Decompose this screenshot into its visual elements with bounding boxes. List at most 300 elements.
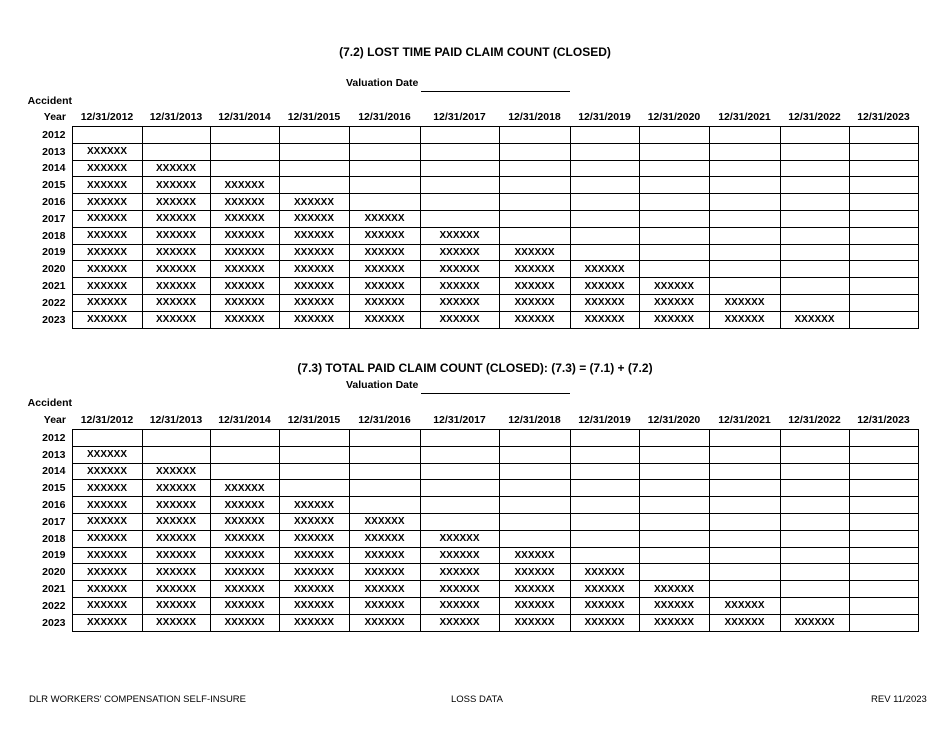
empty-cell[interactable] xyxy=(709,513,780,530)
empty-cell[interactable] xyxy=(849,597,918,614)
empty-cell[interactable] xyxy=(780,430,849,447)
data-cell[interactable]: XXXXXX xyxy=(72,614,142,631)
empty-cell[interactable] xyxy=(420,194,499,211)
valuation-date-field[interactable] xyxy=(421,91,570,92)
data-cell[interactable]: XXXXXX xyxy=(499,547,570,564)
empty-cell[interactable] xyxy=(570,244,639,261)
data-cell[interactable]: XXXXXX xyxy=(72,463,142,480)
data-cell[interactable]: XXXXXX xyxy=(349,227,420,244)
empty-cell[interactable] xyxy=(499,480,570,497)
empty-cell[interactable] xyxy=(639,564,709,581)
empty-cell[interactable] xyxy=(420,480,499,497)
data-cell[interactable]: XXXXXX xyxy=(210,530,279,547)
data-cell[interactable]: XXXXXX xyxy=(210,547,279,564)
empty-cell[interactable] xyxy=(709,547,780,564)
data-cell[interactable]: XXXXXX xyxy=(780,614,849,631)
empty-cell[interactable] xyxy=(709,227,780,244)
empty-cell[interactable] xyxy=(349,446,420,463)
empty-cell[interactable] xyxy=(349,497,420,514)
empty-cell[interactable] xyxy=(849,294,918,311)
empty-cell[interactable] xyxy=(780,463,849,480)
empty-cell[interactable] xyxy=(780,446,849,463)
data-cell[interactable]: XXXXXX xyxy=(210,278,279,295)
empty-cell[interactable] xyxy=(709,530,780,547)
data-cell[interactable]: XXXXXX xyxy=(279,513,349,530)
data-cell[interactable]: XXXXXX xyxy=(420,614,499,631)
data-cell[interactable]: XXXXXX xyxy=(279,210,349,227)
data-cell[interactable]: XXXXXX xyxy=(499,261,570,278)
empty-cell[interactable] xyxy=(849,497,918,514)
data-cell[interactable]: XXXXXX xyxy=(570,564,639,581)
data-cell[interactable]: XXXXXX xyxy=(279,194,349,211)
data-cell[interactable]: XXXXXX xyxy=(349,278,420,295)
data-cell[interactable]: XXXXXX xyxy=(210,581,279,598)
empty-cell[interactable] xyxy=(849,564,918,581)
data-cell[interactable]: XXXXXX xyxy=(499,581,570,598)
empty-cell[interactable] xyxy=(709,177,780,194)
data-cell[interactable]: XXXXXX xyxy=(279,311,349,328)
empty-cell[interactable] xyxy=(210,446,279,463)
empty-cell[interactable] xyxy=(639,127,709,144)
data-cell[interactable]: XXXXXX xyxy=(349,244,420,261)
empty-cell[interactable] xyxy=(639,227,709,244)
data-cell[interactable]: XXXXXX xyxy=(72,446,142,463)
empty-cell[interactable] xyxy=(499,177,570,194)
data-cell[interactable]: XXXXXX xyxy=(709,614,780,631)
data-cell[interactable]: XXXXXX xyxy=(142,294,210,311)
empty-cell[interactable] xyxy=(499,446,570,463)
data-cell[interactable]: XXXXXX xyxy=(210,194,279,211)
empty-cell[interactable] xyxy=(570,463,639,480)
empty-cell[interactable] xyxy=(279,430,349,447)
empty-cell[interactable] xyxy=(780,564,849,581)
data-cell[interactable]: XXXXXX xyxy=(570,581,639,598)
empty-cell[interactable] xyxy=(210,127,279,144)
empty-cell[interactable] xyxy=(499,194,570,211)
data-cell[interactable]: XXXXXX xyxy=(72,143,142,160)
empty-cell[interactable] xyxy=(420,463,499,480)
empty-cell[interactable] xyxy=(499,143,570,160)
data-cell[interactable]: XXXXXX xyxy=(142,597,210,614)
empty-cell[interactable] xyxy=(279,143,349,160)
empty-cell[interactable] xyxy=(639,446,709,463)
data-cell[interactable]: XXXXXX xyxy=(279,244,349,261)
data-cell[interactable]: XXXXXX xyxy=(142,278,210,295)
data-cell[interactable]: XXXXXX xyxy=(142,311,210,328)
data-cell[interactable]: XXXXXX xyxy=(349,581,420,598)
empty-cell[interactable] xyxy=(499,430,570,447)
data-cell[interactable]: XXXXXX xyxy=(279,227,349,244)
data-cell[interactable]: XXXXXX xyxy=(570,614,639,631)
empty-cell[interactable] xyxy=(210,143,279,160)
data-cell[interactable]: XXXXXX xyxy=(420,547,499,564)
empty-cell[interactable] xyxy=(639,261,709,278)
empty-cell[interactable] xyxy=(499,530,570,547)
data-cell[interactable]: XXXXXX xyxy=(499,614,570,631)
empty-cell[interactable] xyxy=(780,261,849,278)
empty-cell[interactable] xyxy=(349,463,420,480)
data-cell[interactable]: XXXXXX xyxy=(142,513,210,530)
empty-cell[interactable] xyxy=(849,127,918,144)
empty-cell[interactable] xyxy=(780,530,849,547)
empty-cell[interactable] xyxy=(709,564,780,581)
empty-cell[interactable] xyxy=(780,547,849,564)
data-cell[interactable]: XXXXXX xyxy=(72,244,142,261)
data-cell[interactable]: XXXXXX xyxy=(210,210,279,227)
empty-cell[interactable] xyxy=(780,597,849,614)
data-cell[interactable]: XXXXXX xyxy=(210,294,279,311)
data-cell[interactable]: XXXXXX xyxy=(499,564,570,581)
empty-cell[interactable] xyxy=(780,244,849,261)
empty-cell[interactable] xyxy=(780,160,849,177)
empty-cell[interactable] xyxy=(570,160,639,177)
year-column-header: Year xyxy=(43,110,66,123)
empty-cell[interactable] xyxy=(780,194,849,211)
valuation-date-label: Valuation Date xyxy=(346,379,419,391)
empty-cell[interactable] xyxy=(349,480,420,497)
data-cell[interactable]: XXXXXX xyxy=(142,564,210,581)
data-cell[interactable]: XXXXXX xyxy=(639,294,709,311)
empty-cell[interactable] xyxy=(499,463,570,480)
data-cell[interactable]: XXXXXX xyxy=(142,261,210,278)
empty-cell[interactable] xyxy=(849,210,918,227)
empty-cell[interactable] xyxy=(780,278,849,295)
empty-cell[interactable] xyxy=(780,127,849,144)
data-cell[interactable]: XXXXXX xyxy=(639,278,709,295)
empty-cell[interactable] xyxy=(709,143,780,160)
empty-cell[interactable] xyxy=(780,513,849,530)
empty-cell[interactable] xyxy=(639,463,709,480)
data-cell[interactable]: XXXXXX xyxy=(142,210,210,227)
empty-cell[interactable] xyxy=(849,261,918,278)
data-cell[interactable]: XXXXXX xyxy=(499,278,570,295)
empty-cell[interactable] xyxy=(639,430,709,447)
data-cell[interactable]: XXXXXX xyxy=(210,614,279,631)
empty-cell[interactable] xyxy=(570,210,639,227)
empty-cell[interactable] xyxy=(279,127,349,144)
data-cell[interactable]: XXXXXX xyxy=(570,311,639,328)
valuation-column-header: 12/31/2020 xyxy=(647,413,701,426)
empty-cell[interactable] xyxy=(349,160,420,177)
empty-cell[interactable] xyxy=(780,177,849,194)
data-cell[interactable]: XXXXXX xyxy=(420,564,499,581)
data-cell[interactable]: XXXXXX xyxy=(142,581,210,598)
valuation-column-header: 12/31/2017 xyxy=(433,110,486,123)
data-cell[interactable]: XXXXXX xyxy=(639,581,709,598)
valuation-column-header: 12/31/2014 xyxy=(218,413,271,426)
accident-year: 2019 xyxy=(10,547,72,564)
empty-cell[interactable] xyxy=(570,480,639,497)
data-cell[interactable]: XXXXXX xyxy=(210,261,279,278)
empty-cell[interactable] xyxy=(349,194,420,211)
data-cell[interactable]: XXXXXX xyxy=(72,177,142,194)
empty-cell[interactable] xyxy=(420,127,499,144)
empty-cell[interactable] xyxy=(72,127,142,144)
empty-cell[interactable] xyxy=(210,430,279,447)
empty-cell[interactable] xyxy=(780,480,849,497)
data-cell[interactable]: XXXXXX xyxy=(420,227,499,244)
data-cell[interactable]: XXXXXX xyxy=(72,311,142,328)
data-cell[interactable]: XXXXXX xyxy=(420,311,499,328)
data-cell[interactable]: XXXXXX xyxy=(72,160,142,177)
data-cell[interactable]: XXXXXX xyxy=(349,597,420,614)
empty-cell[interactable] xyxy=(570,194,639,211)
empty-cell[interactable] xyxy=(279,463,349,480)
empty-cell[interactable] xyxy=(210,463,279,480)
empty-cell[interactable] xyxy=(570,430,639,447)
empty-cell[interactable] xyxy=(142,143,210,160)
empty-cell[interactable] xyxy=(420,497,499,514)
empty-cell[interactable] xyxy=(570,530,639,547)
data-cell[interactable]: XXXXXX xyxy=(210,227,279,244)
empty-cell[interactable] xyxy=(570,513,639,530)
empty-cell[interactable] xyxy=(570,446,639,463)
data-cell[interactable]: XXXXXX xyxy=(420,244,499,261)
data-cell[interactable]: XXXXXX xyxy=(420,261,499,278)
empty-cell[interactable] xyxy=(849,530,918,547)
data-cell[interactable]: XXXXXX xyxy=(420,278,499,295)
data-cell[interactable]: XXXXXX xyxy=(279,294,349,311)
data-cell[interactable]: XXXXXX xyxy=(639,311,709,328)
claim-count-table xyxy=(10,410,919,632)
data-cell[interactable]: XXXXXX xyxy=(279,497,349,514)
empty-cell[interactable] xyxy=(499,210,570,227)
empty-cell[interactable] xyxy=(849,513,918,530)
data-cell[interactable]: XXXXXX xyxy=(142,614,210,631)
data-cell[interactable]: XXXXXX xyxy=(142,463,210,480)
empty-cell[interactable] xyxy=(849,581,918,598)
data-cell[interactable]: XXXXXX xyxy=(570,261,639,278)
empty-cell[interactable] xyxy=(780,227,849,244)
data-cell[interactable]: XXXXXX xyxy=(349,614,420,631)
data-cell[interactable]: XXXXXX xyxy=(349,311,420,328)
data-cell[interactable]: XXXXXX xyxy=(72,530,142,547)
data-cell[interactable]: XXXXXX xyxy=(210,513,279,530)
empty-cell[interactable] xyxy=(499,127,570,144)
data-cell[interactable]: XXXXXX xyxy=(142,177,210,194)
data-cell[interactable]: XXXXXX xyxy=(499,244,570,261)
empty-cell[interactable] xyxy=(709,581,780,598)
data-cell[interactable]: XXXXXX xyxy=(142,160,210,177)
empty-cell[interactable] xyxy=(849,446,918,463)
empty-cell[interactable] xyxy=(639,210,709,227)
empty-cell[interactable] xyxy=(780,143,849,160)
data-cell[interactable]: XXXXXX xyxy=(210,177,279,194)
empty-cell[interactable] xyxy=(639,143,709,160)
empty-cell[interactable] xyxy=(849,244,918,261)
data-cell[interactable]: XXXXXX xyxy=(499,597,570,614)
empty-cell[interactable] xyxy=(570,177,639,194)
empty-cell[interactable] xyxy=(780,497,849,514)
data-cell[interactable]: XXXXXX xyxy=(142,497,210,514)
empty-cell[interactable] xyxy=(849,177,918,194)
data-cell[interactable]: XXXXXX xyxy=(72,581,142,598)
data-cell[interactable]: XXXXXX xyxy=(279,547,349,564)
empty-cell[interactable] xyxy=(709,194,780,211)
empty-cell[interactable] xyxy=(849,480,918,497)
data-cell[interactable]: XXXXXX xyxy=(72,513,142,530)
empty-cell[interactable] xyxy=(639,160,709,177)
data-cell[interactable]: XXXXXX xyxy=(420,530,499,547)
data-cell[interactable]: XXXXXX xyxy=(499,311,570,328)
empty-cell[interactable] xyxy=(639,513,709,530)
empty-cell[interactable] xyxy=(849,227,918,244)
data-cell[interactable]: XXXXXX xyxy=(420,581,499,598)
empty-cell[interactable] xyxy=(420,210,499,227)
data-cell[interactable]: XXXXXX xyxy=(72,194,142,211)
data-cell[interactable]: XXXXXX xyxy=(142,244,210,261)
data-cell[interactable]: XXXXXX xyxy=(279,530,349,547)
empty-cell[interactable] xyxy=(780,294,849,311)
data-cell[interactable]: XXXXXX xyxy=(420,294,499,311)
data-cell[interactable]: XXXXXX xyxy=(72,210,142,227)
data-cell[interactable]: XXXXXX xyxy=(210,480,279,497)
empty-cell[interactable] xyxy=(639,547,709,564)
data-cell[interactable]: XXXXXX xyxy=(780,311,849,328)
empty-cell[interactable] xyxy=(639,177,709,194)
empty-cell[interactable] xyxy=(420,430,499,447)
table-row xyxy=(10,513,918,530)
empty-cell[interactable] xyxy=(142,446,210,463)
empty-cell[interactable] xyxy=(570,143,639,160)
data-cell[interactable]: XXXXXX xyxy=(72,547,142,564)
empty-cell[interactable] xyxy=(849,278,918,295)
data-cell[interactable]: XXXXXX xyxy=(279,597,349,614)
data-cell[interactable]: XXXXXX xyxy=(639,614,709,631)
data-cell[interactable]: XXXXXX xyxy=(349,564,420,581)
empty-cell[interactable] xyxy=(849,160,918,177)
data-cell[interactable]: XXXXXX xyxy=(499,294,570,311)
empty-cell[interactable] xyxy=(709,160,780,177)
empty-cell[interactable] xyxy=(709,497,780,514)
data-cell[interactable]: XXXXXX xyxy=(210,311,279,328)
empty-cell[interactable] xyxy=(709,261,780,278)
empty-cell[interactable] xyxy=(849,547,918,564)
empty-cell[interactable] xyxy=(849,614,918,631)
data-cell[interactable]: XXXXXX xyxy=(349,210,420,227)
empty-cell[interactable] xyxy=(279,160,349,177)
data-cell[interactable]: XXXXXX xyxy=(279,614,349,631)
empty-cell[interactable] xyxy=(639,497,709,514)
empty-cell[interactable] xyxy=(570,127,639,144)
data-cell[interactable]: XXXXXX xyxy=(72,480,142,497)
data-cell[interactable]: XXXXXX xyxy=(570,278,639,295)
data-cell[interactable]: XXXXXX xyxy=(709,311,780,328)
empty-cell[interactable] xyxy=(420,143,499,160)
data-cell[interactable]: XXXXXX xyxy=(279,581,349,598)
empty-cell[interactable] xyxy=(570,547,639,564)
empty-cell[interactable] xyxy=(499,513,570,530)
empty-cell[interactable] xyxy=(499,160,570,177)
data-cell[interactable]: XXXXXX xyxy=(210,497,279,514)
data-cell[interactable]: XXXXXX xyxy=(210,597,279,614)
empty-cell[interactable] xyxy=(279,177,349,194)
data-cell[interactable]: XXXXXX xyxy=(709,294,780,311)
empty-cell[interactable] xyxy=(849,143,918,160)
data-cell[interactable]: XXXXXX xyxy=(72,294,142,311)
data-cell[interactable]: XXXXXX xyxy=(709,597,780,614)
empty-cell[interactable] xyxy=(72,430,142,447)
empty-cell[interactable] xyxy=(849,463,918,480)
data-cell[interactable]: XXXXXX xyxy=(72,227,142,244)
data-cell[interactable]: XXXXXX xyxy=(142,480,210,497)
empty-cell[interactable] xyxy=(420,177,499,194)
empty-cell[interactable] xyxy=(570,227,639,244)
empty-cell[interactable] xyxy=(279,446,349,463)
data-cell[interactable]: XXXXXX xyxy=(349,294,420,311)
valuation-date-field[interactable] xyxy=(421,393,570,394)
empty-cell[interactable] xyxy=(349,177,420,194)
empty-cell[interactable] xyxy=(142,127,210,144)
data-cell[interactable]: XXXXXX xyxy=(570,597,639,614)
data-cell[interactable]: XXXXXX xyxy=(210,244,279,261)
empty-cell[interactable] xyxy=(639,244,709,261)
data-cell[interactable]: XXXXXX xyxy=(639,597,709,614)
data-cell[interactable]: XXXXXX xyxy=(570,294,639,311)
empty-cell[interactable] xyxy=(420,513,499,530)
empty-cell[interactable] xyxy=(780,210,849,227)
empty-cell[interactable] xyxy=(849,430,918,447)
data-cell[interactable]: XXXXXX xyxy=(72,564,142,581)
empty-cell[interactable] xyxy=(709,480,780,497)
empty-cell[interactable] xyxy=(420,160,499,177)
data-cell[interactable]: XXXXXX xyxy=(210,564,279,581)
empty-cell[interactable] xyxy=(349,430,420,447)
data-cell[interactable]: XXXXXX xyxy=(72,597,142,614)
table-row xyxy=(10,160,918,177)
data-cell[interactable]: XXXXXX xyxy=(142,227,210,244)
empty-cell[interactable] xyxy=(709,244,780,261)
empty-cell[interactable] xyxy=(499,227,570,244)
data-cell[interactable]: XXXXXX xyxy=(142,547,210,564)
empty-cell[interactable] xyxy=(709,127,780,144)
data-cell[interactable]: XXXXXX xyxy=(142,194,210,211)
data-cell[interactable]: XXXXXX xyxy=(279,278,349,295)
empty-cell[interactable] xyxy=(709,278,780,295)
empty-cell[interactable] xyxy=(570,497,639,514)
empty-cell[interactable] xyxy=(849,311,918,328)
data-cell[interactable]: XXXXXX xyxy=(349,513,420,530)
empty-cell[interactable] xyxy=(709,430,780,447)
empty-cell[interactable] xyxy=(279,480,349,497)
empty-cell[interactable] xyxy=(709,210,780,227)
empty-cell[interactable] xyxy=(780,581,849,598)
empty-cell[interactable] xyxy=(349,127,420,144)
data-cell[interactable]: XXXXXX xyxy=(349,530,420,547)
empty-cell[interactable] xyxy=(709,463,780,480)
empty-cell[interactable] xyxy=(639,530,709,547)
data-cell[interactable]: XXXXXX xyxy=(279,261,349,278)
empty-cell[interactable] xyxy=(709,446,780,463)
data-cell[interactable]: XXXXXX xyxy=(349,261,420,278)
data-cell[interactable]: XXXXXX xyxy=(279,564,349,581)
empty-cell[interactable] xyxy=(639,194,709,211)
empty-cell[interactable] xyxy=(142,430,210,447)
empty-cell[interactable] xyxy=(499,497,570,514)
data-cell[interactable]: XXXXXX xyxy=(72,261,142,278)
data-cell[interactable]: XXXXXX xyxy=(420,597,499,614)
empty-cell[interactable] xyxy=(210,160,279,177)
empty-cell[interactable] xyxy=(849,194,918,211)
data-cell[interactable]: XXXXXX xyxy=(72,497,142,514)
data-cell[interactable]: XXXXXX xyxy=(349,547,420,564)
data-cell[interactable]: XXXXXX xyxy=(72,278,142,295)
empty-cell[interactable] xyxy=(639,480,709,497)
empty-cell[interactable] xyxy=(349,143,420,160)
accident-year: 2017 xyxy=(10,210,72,227)
data-cell[interactable]: XXXXXX xyxy=(142,530,210,547)
empty-cell[interactable] xyxy=(420,446,499,463)
